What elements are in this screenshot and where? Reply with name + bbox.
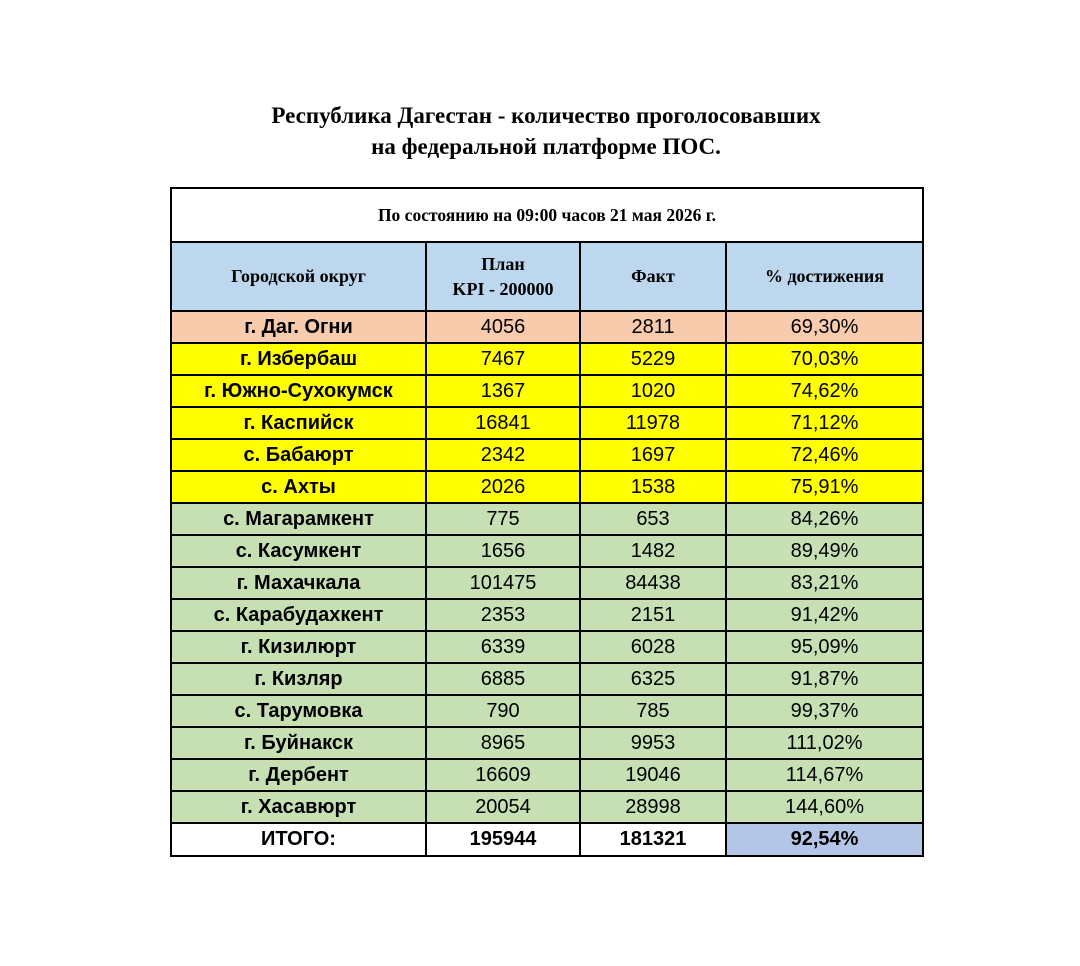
percent-value: 91,87% bbox=[726, 663, 923, 695]
plan-value: 2026 bbox=[426, 471, 580, 503]
district-name: с. Тарумовка bbox=[171, 695, 426, 727]
district-name: г. Дербент bbox=[171, 759, 426, 791]
table-row bbox=[171, 663, 923, 695]
total-row bbox=[171, 823, 923, 856]
percent-value: 71,12% bbox=[726, 407, 923, 439]
district-name: г. Хасавюрт bbox=[171, 791, 426, 823]
percent-value: 95,09% bbox=[726, 631, 923, 663]
plan-value: 790 bbox=[426, 695, 580, 727]
header-fact: Факт bbox=[580, 242, 726, 311]
fact-value: 1020 bbox=[580, 375, 726, 407]
fact-value: 6325 bbox=[580, 663, 726, 695]
table-header-row bbox=[171, 242, 923, 311]
header-plan-line2: KPI - 200000 bbox=[452, 278, 554, 299]
plan-value: 20054 bbox=[426, 791, 580, 823]
percent-value: 70,03% bbox=[726, 343, 923, 375]
fact-value: 1538 bbox=[580, 471, 726, 503]
district-name: с. Магарамкент bbox=[171, 503, 426, 535]
table-row bbox=[171, 599, 923, 631]
kpi-table bbox=[170, 187, 924, 857]
total-label: ИТОГО: bbox=[171, 823, 426, 856]
plan-value: 16841 bbox=[426, 407, 580, 439]
percent-value: 69,30% bbox=[726, 311, 923, 343]
fact-value: 785 bbox=[580, 695, 726, 727]
plan-value: 7467 bbox=[426, 343, 580, 375]
percent-value: 99,37% bbox=[726, 695, 923, 727]
header-percent: % достижения bbox=[726, 242, 923, 311]
percent-value: 114,67% bbox=[726, 759, 923, 791]
percent-value: 111,02% bbox=[726, 727, 923, 759]
status-date: По состоянию на 09:00 часов 21 мая 2026 г. bbox=[171, 188, 923, 242]
fact-value: 11978 bbox=[580, 407, 726, 439]
header-district: Городской округ bbox=[171, 242, 426, 311]
district-name: г. Кизляр bbox=[171, 663, 426, 695]
fact-value: 2151 bbox=[580, 599, 726, 631]
fact-value: 2811 bbox=[580, 311, 726, 343]
plan-value: 1367 bbox=[426, 375, 580, 407]
table-row bbox=[171, 439, 923, 471]
fact-value: 653 bbox=[580, 503, 726, 535]
percent-value: 83,21% bbox=[726, 567, 923, 599]
district-name: г. Кизилюрт bbox=[171, 631, 426, 663]
plan-value: 8965 bbox=[426, 727, 580, 759]
table-row bbox=[171, 727, 923, 759]
percent-value: 84,26% bbox=[726, 503, 923, 535]
percent-value: 74,62% bbox=[726, 375, 923, 407]
table-row bbox=[171, 471, 923, 503]
fact-value: 5229 bbox=[580, 343, 726, 375]
title-line-1: Республика Дагестан - количество проголосовавших bbox=[271, 103, 821, 128]
fact-value: 84438 bbox=[580, 567, 726, 599]
table-row bbox=[171, 311, 923, 343]
total-fact: 181321 bbox=[580, 823, 726, 856]
total-percent: 92,54% bbox=[726, 823, 923, 856]
table-row bbox=[171, 343, 923, 375]
percent-value: 144,60% bbox=[726, 791, 923, 823]
percent-value: 72,46% bbox=[726, 439, 923, 471]
district-name: г. Махачкала bbox=[171, 567, 426, 599]
district-name: г. Избербаш bbox=[171, 343, 426, 375]
percent-value: 89,49% bbox=[726, 535, 923, 567]
plan-value: 2353 bbox=[426, 599, 580, 631]
plan-value: 6885 bbox=[426, 663, 580, 695]
table-row bbox=[171, 407, 923, 439]
percent-value: 91,42% bbox=[726, 599, 923, 631]
plan-value: 1656 bbox=[426, 535, 580, 567]
district-name: г. Южно-Сухокумск bbox=[171, 375, 426, 407]
fact-value: 1697 bbox=[580, 439, 726, 471]
table-row bbox=[171, 503, 923, 535]
district-name: г. Даг. Огни bbox=[171, 311, 426, 343]
page-title bbox=[0, 100, 1080, 162]
table-row bbox=[171, 375, 923, 407]
district-name: г. Буйнакск bbox=[171, 727, 426, 759]
table-row bbox=[171, 567, 923, 599]
fact-value: 28998 bbox=[580, 791, 726, 823]
percent-value: 75,91% bbox=[726, 471, 923, 503]
district-name: г. Каспийск bbox=[171, 407, 426, 439]
fact-value: 9953 bbox=[580, 727, 726, 759]
district-name: с. Ахты bbox=[171, 471, 426, 503]
district-name: с. Касумкент bbox=[171, 535, 426, 567]
table-row bbox=[171, 791, 923, 823]
plan-value: 16609 bbox=[426, 759, 580, 791]
plan-value: 101475 bbox=[426, 567, 580, 599]
plan-value: 775 bbox=[426, 503, 580, 535]
table-row bbox=[171, 695, 923, 727]
plan-value: 2342 bbox=[426, 439, 580, 471]
fact-value: 19046 bbox=[580, 759, 726, 791]
fact-value: 6028 bbox=[580, 631, 726, 663]
district-name: с. Карабудахкент bbox=[171, 599, 426, 631]
table-row bbox=[171, 535, 923, 567]
district-name: с. Бабаюрт bbox=[171, 439, 426, 471]
header-plan-line1: План bbox=[481, 253, 525, 274]
title-line-2: на федеральной платформе ПОС. bbox=[371, 134, 721, 159]
fact-value: 1482 bbox=[580, 535, 726, 567]
table-row bbox=[171, 759, 923, 791]
total-plan: 195944 bbox=[426, 823, 580, 856]
table-row bbox=[171, 631, 923, 663]
header-plan bbox=[426, 242, 580, 311]
plan-value: 6339 bbox=[426, 631, 580, 663]
plan-value: 4056 bbox=[426, 311, 580, 343]
